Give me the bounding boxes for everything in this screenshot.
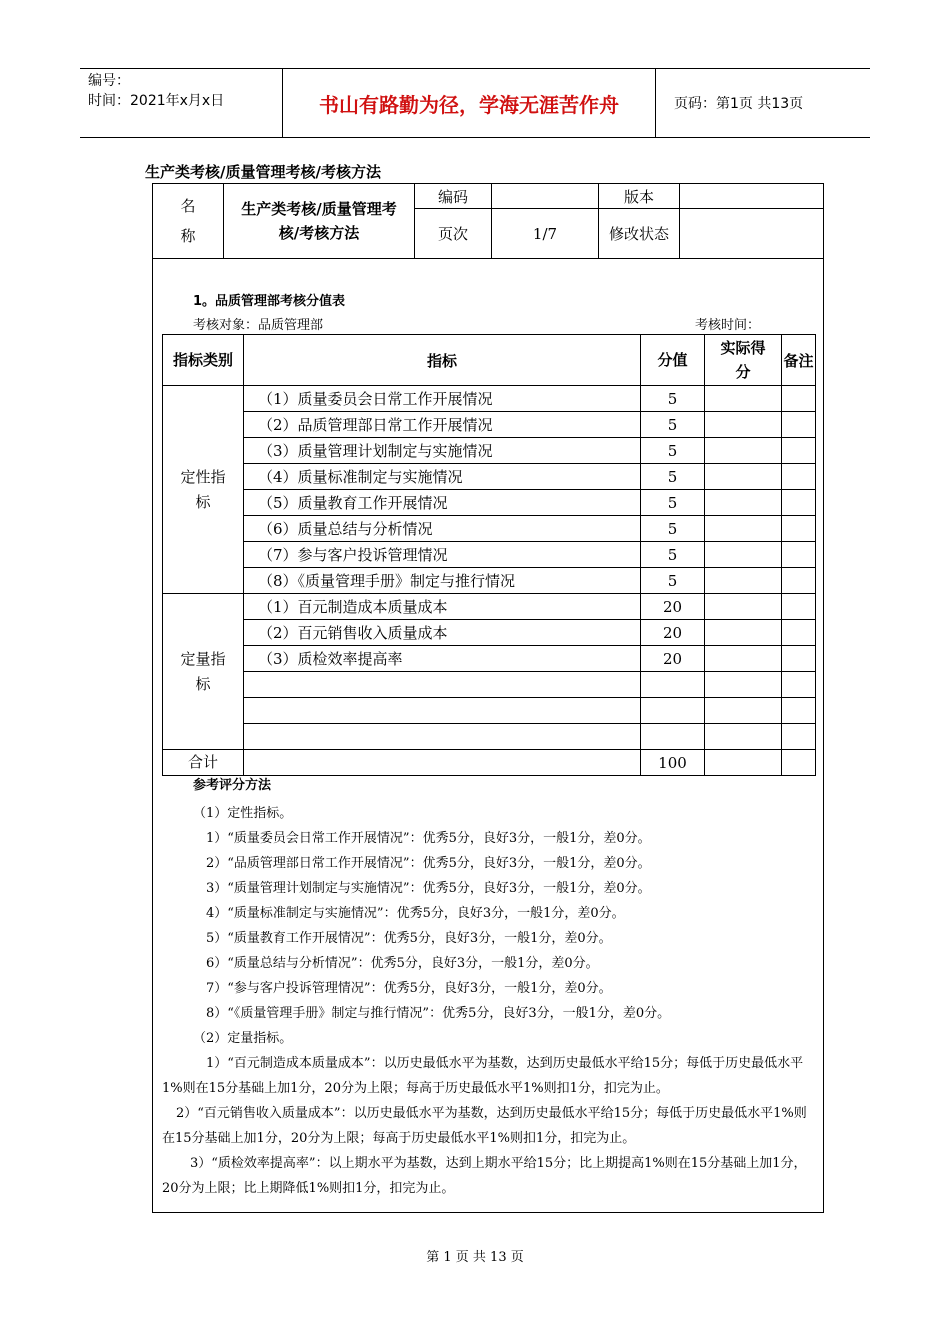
table-row	[163, 386, 816, 412]
table-row	[163, 412, 816, 438]
quant-category: 定量指标	[163, 594, 244, 750]
page-value: 1/7	[492, 209, 599, 259]
table-row	[163, 516, 816, 542]
indicator-cell	[244, 724, 641, 750]
score-cell: 5	[641, 464, 705, 490]
score-table	[162, 334, 816, 776]
remark-cell	[782, 386, 816, 412]
quant-item: 2）“百元销售收入质量成本”：以历史最低水平为基数，达到历史最低水平给15分；每低于历史最低水平1%则在15分基础上加1分，20分为上限；每高于历史最低水平1%则扣1分，扣完为止。	[162, 1106, 807, 1146]
table-row	[163, 646, 816, 672]
score-cell: 5	[641, 516, 705, 542]
actual-cell	[705, 620, 782, 646]
score-cell: 20	[641, 594, 705, 620]
qual-item: 6）“质量总结与分析情况”：优秀5分，良好3分，一般1分，差0分。	[206, 956, 599, 971]
remark-cell	[782, 542, 816, 568]
indicator-cell: （2）品质管理部日常工作开展情况	[244, 412, 641, 438]
remark-cell	[782, 412, 816, 438]
table-row	[163, 672, 816, 698]
total-label: 合计	[163, 750, 244, 776]
score-cell	[641, 698, 705, 724]
indicator-cell: （2）百元销售收入质量成本	[244, 620, 641, 646]
table-row	[163, 620, 816, 646]
name-value: 生产类考核/质量管理考核/考核方法	[224, 184, 415, 259]
number-label: 编号：	[88, 73, 130, 89]
info-table	[152, 183, 824, 259]
quant-item: 1）“百元制造成本质量成本”：以历史最低水平为基数，达到历史最低水平给15分；每低于历史最低水平1%则在15分基础上加1分，20分为上限；每高于历史最低水平1%则扣1分，扣完为止。	[162, 1056, 804, 1096]
scoring-method	[162, 776, 818, 1201]
page-footer: 第 1 页 共 13 页	[426, 1250, 524, 1265]
indicator-cell: （8）《质量管理手册》制定与推行情况	[244, 568, 641, 594]
total-actual-cell	[705, 750, 782, 776]
actual-cell	[705, 542, 782, 568]
table-row	[163, 438, 816, 464]
score-cell: 5	[641, 412, 705, 438]
assess-target: 考核对象：品质管理部	[193, 318, 324, 333]
indicator-cell: （3）质检效率提高率	[244, 646, 641, 672]
actual-cell	[705, 490, 782, 516]
remark-cell	[782, 698, 816, 724]
qual-item: 4）“质量标准制定与实施情况”：优秀5分，良好3分，一般1分，差0分。	[206, 906, 625, 921]
qual-item: 2）“品质管理部日常工作开展情况”：优秀5分，良好3分，一般1分，差0分。	[206, 856, 651, 871]
score-cell: 5	[641, 542, 705, 568]
score-cell: 5	[641, 386, 705, 412]
actual-cell	[705, 672, 782, 698]
score-cell: 5	[641, 568, 705, 594]
indicator-cell: （7）参与客户投诉管理情况	[244, 542, 641, 568]
score-cell: 20	[641, 620, 705, 646]
total-row	[163, 750, 816, 776]
assess-time: 考核时间：	[695, 318, 761, 333]
indicator-cell	[244, 698, 641, 724]
indicator-cell: （4）质量标准制定与实施情况	[244, 464, 641, 490]
version-label: 版本	[599, 184, 680, 209]
qual-item: 8）“《质量管理手册》制定与推行情况”：优秀5分，良好3分，一般1分，差0分。	[206, 1006, 671, 1021]
remark-cell	[782, 724, 816, 750]
qual-title: （1）定性指标。	[193, 806, 293, 821]
total-indicator-cell	[244, 750, 641, 776]
page-header	[80, 68, 870, 138]
indicator-cell: （6）质量总结与分析情况	[244, 516, 641, 542]
method-title: 参考评分方法	[193, 778, 272, 793]
remark-cell	[782, 568, 816, 594]
section-title: 1。品质管理部考核分值表	[193, 294, 346, 309]
header-score: 分值	[641, 335, 705, 386]
score-cell: 5	[641, 490, 705, 516]
total-remark-cell	[782, 750, 816, 776]
score-cell: 20	[641, 646, 705, 672]
header-indicator: 指标	[244, 335, 641, 386]
indicator-cell: （1）质量委员会日常工作开展情况	[244, 386, 641, 412]
indicator-cell: （5）质量教育工作开展情况	[244, 490, 641, 516]
total-value: 100	[641, 750, 705, 776]
qual-item: 7）“参与客户投诉管理情况”：优秀5分，良好3分，一般1分，差0分。	[206, 981, 612, 996]
actual-cell	[705, 412, 782, 438]
page-info	[664, 69, 870, 137]
table-row	[163, 568, 816, 594]
qual-item: 1）“质量委员会日常工作开展情况”：优秀5分，良好3分，一般1分，差0分。	[206, 831, 651, 846]
doc-title: 生产类考核/质量管理考核/考核方法	[145, 163, 381, 181]
actual-cell	[705, 594, 782, 620]
quant-title: （2）定量指标。	[193, 1031, 293, 1046]
header-left	[80, 69, 280, 137]
table-row	[163, 542, 816, 568]
remark-cell	[782, 516, 816, 542]
indicator-cell: （1）百元制造成本质量成本	[244, 594, 641, 620]
remark-cell	[782, 646, 816, 672]
page-info-text: 页码：第1页 共13页	[674, 96, 804, 112]
table-row	[163, 724, 816, 750]
code-label: 编码	[415, 184, 492, 209]
remark-cell	[782, 490, 816, 516]
quant-item: 3）“质检效率提高率”：以上期水平为基数，达到上期水平给15分；比上期提高1%则在15分基础上加1分，20分为上限；比上期降低1%则扣1分，扣完为止。	[162, 1156, 807, 1196]
header-category: 指标类别	[163, 335, 244, 386]
actual-cell	[705, 516, 782, 542]
qual-category: 定性指标	[163, 386, 244, 594]
score-cell: 5	[641, 438, 705, 464]
revision-value	[680, 209, 824, 259]
remark-cell	[782, 672, 816, 698]
code-value	[492, 184, 599, 209]
table-row	[163, 594, 816, 620]
indicator-cell: （3）质量管理计划制定与实施情况	[244, 438, 641, 464]
time-label: 时间：2021年x月x日	[88, 93, 225, 109]
table-row	[163, 464, 816, 490]
actual-cell	[705, 386, 782, 412]
page-label: 页次	[415, 209, 492, 259]
indicator-cell	[244, 672, 641, 698]
actual-cell	[705, 724, 782, 750]
score-cell	[641, 672, 705, 698]
remark-cell	[782, 594, 816, 620]
score-cell	[641, 724, 705, 750]
actual-cell	[705, 698, 782, 724]
version-value	[680, 184, 824, 209]
actual-cell	[705, 646, 782, 672]
remark-cell	[782, 464, 816, 490]
name-label: 名 称	[153, 184, 224, 259]
header-remark: 备注	[782, 335, 816, 386]
remark-cell	[782, 438, 816, 464]
qual-item: 3）“质量管理计划制定与实施情况”：优秀5分，良好3分，一般1分，差0分。	[206, 881, 651, 896]
header-actual: 实际得分	[705, 335, 782, 386]
actual-cell	[705, 438, 782, 464]
motto: 书山有路勤为径，学海无涯苦作舟	[282, 69, 656, 137]
table-row	[163, 698, 816, 724]
actual-cell	[705, 464, 782, 490]
remark-cell	[782, 620, 816, 646]
actual-cell	[705, 568, 782, 594]
revision-label: 修改状态	[599, 209, 680, 259]
table-row	[163, 490, 816, 516]
qual-item: 5）“质量教育工作开展情况”：优秀5分，良好3分，一般1分，差0分。	[206, 931, 612, 946]
